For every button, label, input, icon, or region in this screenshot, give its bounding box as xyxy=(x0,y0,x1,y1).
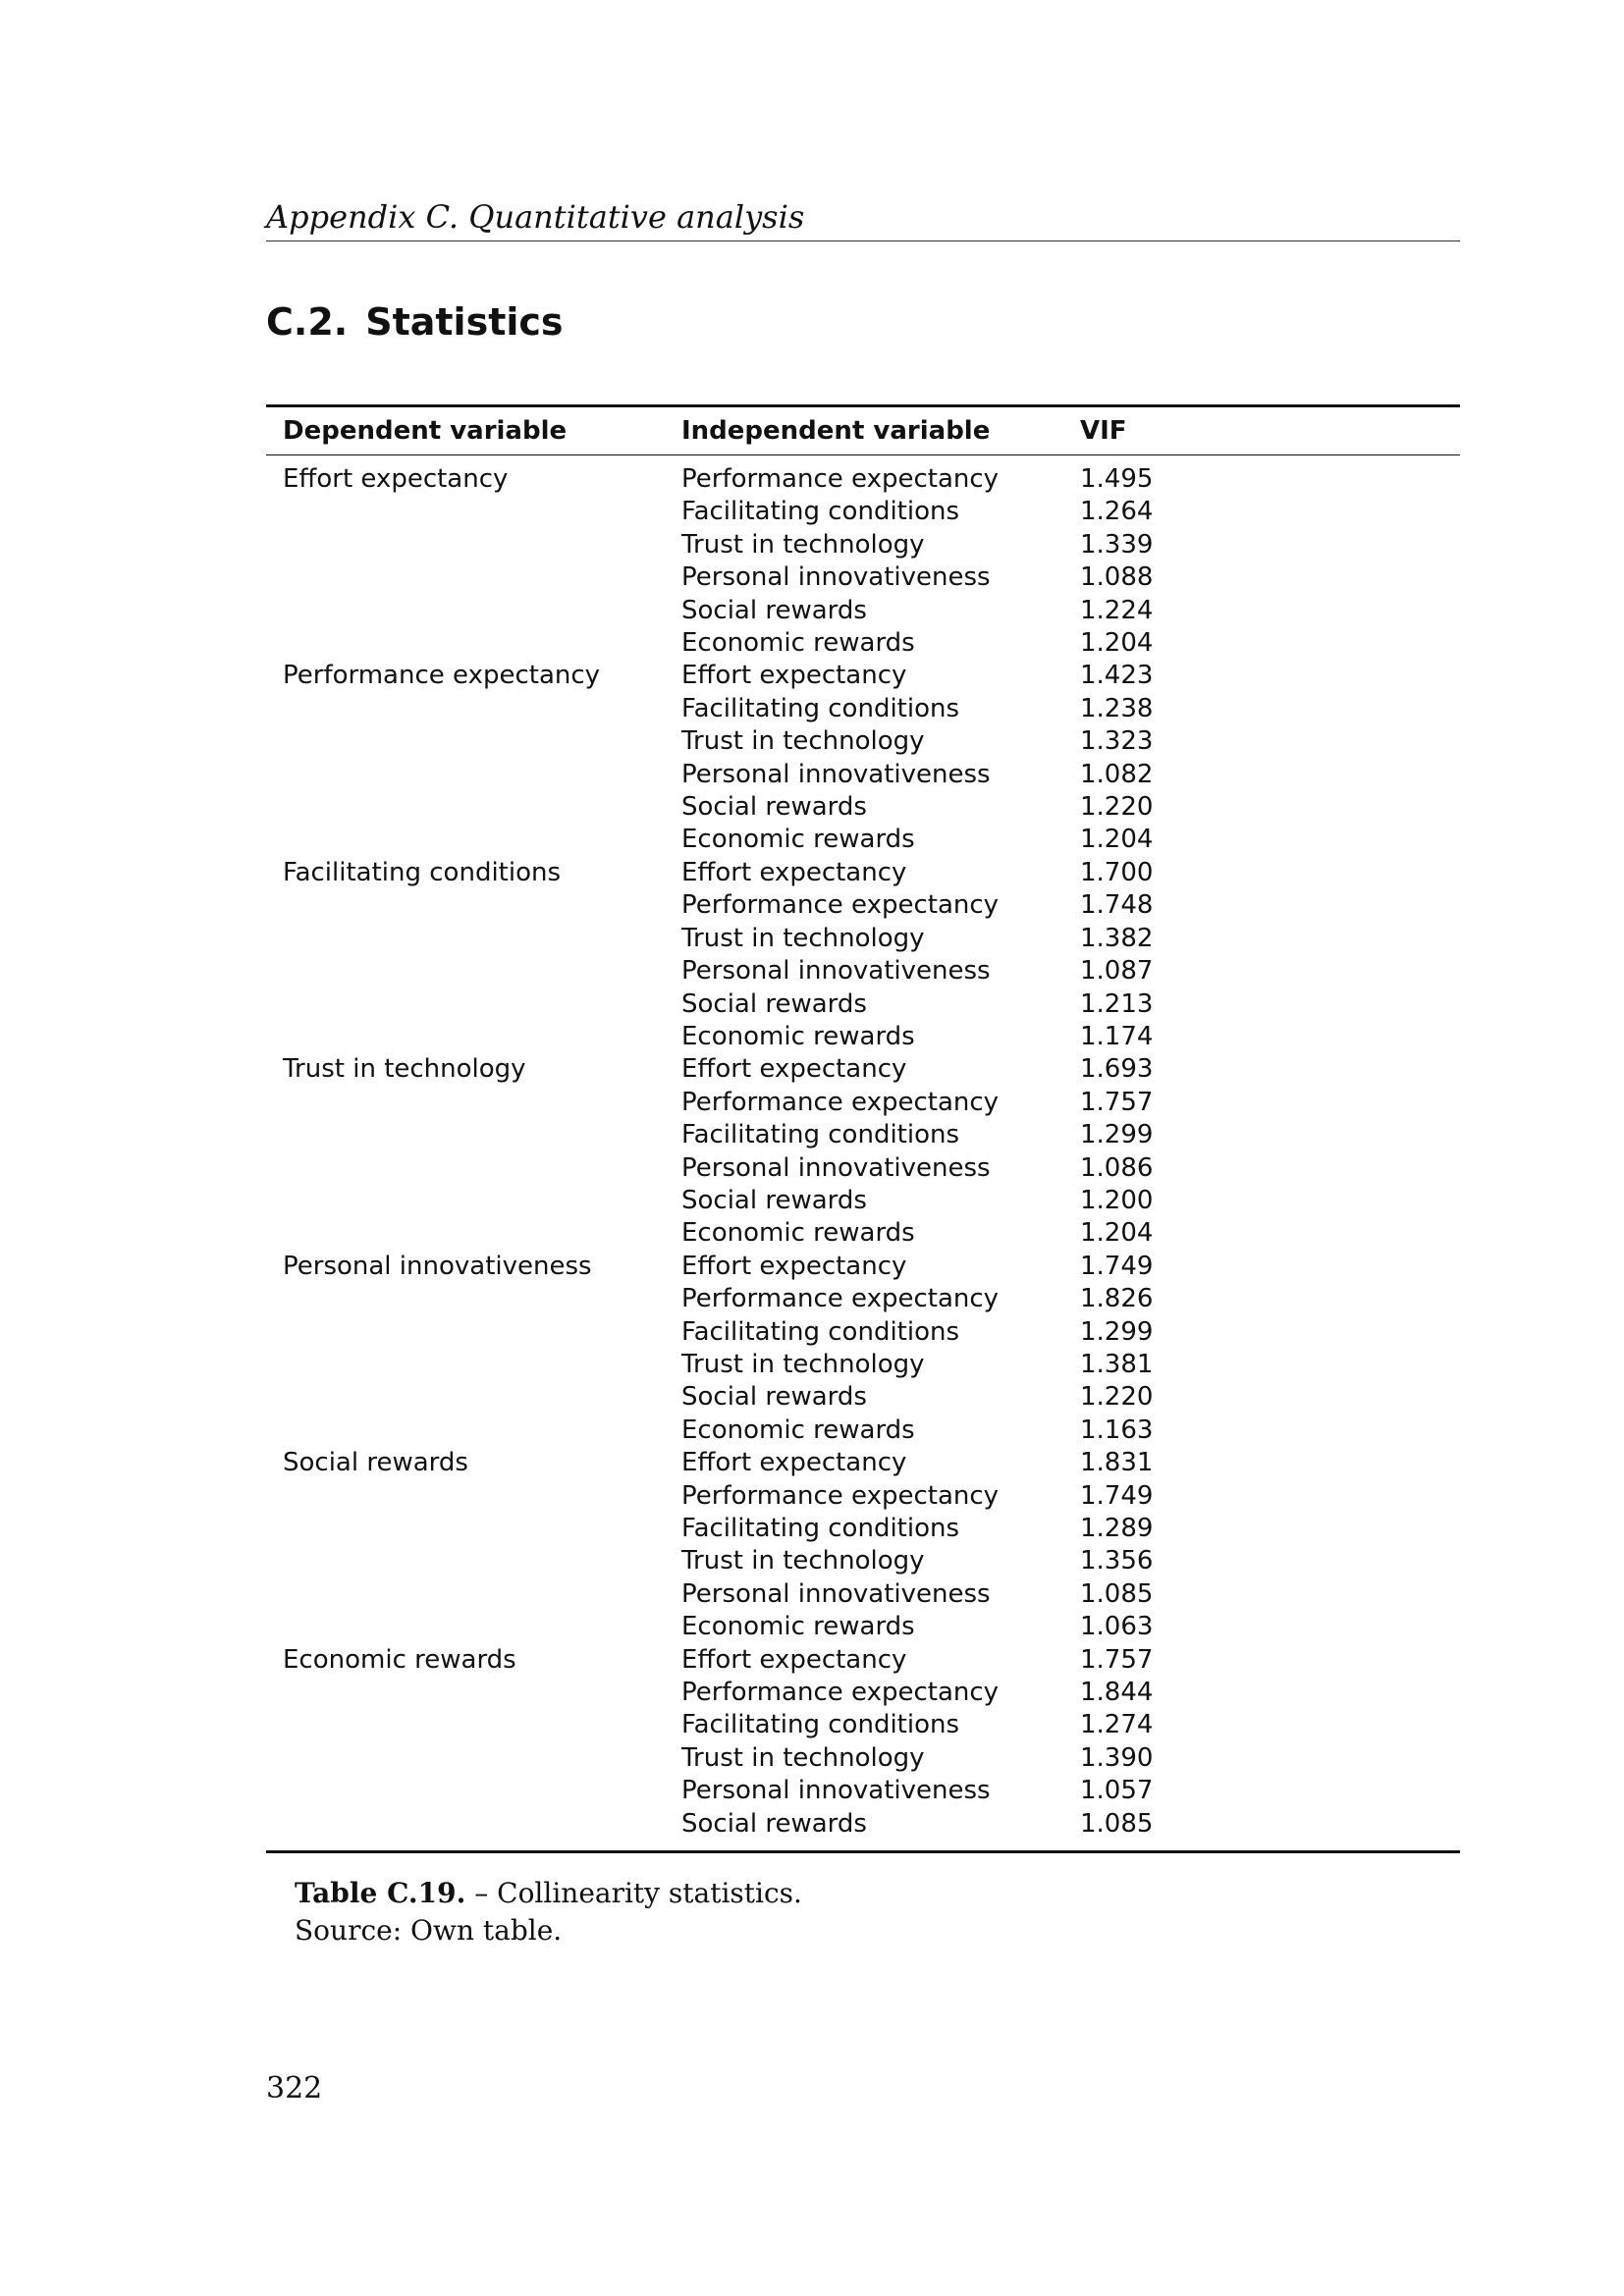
vif-cell: 1.757 xyxy=(1080,1087,1154,1117)
independent-variable-cell: Economic rewards xyxy=(681,825,915,855)
table-row xyxy=(266,1087,1460,1119)
vif-cell: 1.423 xyxy=(1080,661,1154,691)
table-row xyxy=(266,1545,1460,1577)
section-heading xyxy=(266,293,564,351)
independent-variable-cell: Personal innovativeness xyxy=(681,1578,991,1609)
dependent-variable-cell: Effort expectancy xyxy=(283,464,509,494)
vif-cell: 1.238 xyxy=(1080,693,1154,723)
dependent-variable-cell xyxy=(266,1677,665,1709)
vif-cell: 1.749 xyxy=(1080,1480,1154,1511)
dependent-variable-cell xyxy=(266,1775,665,1807)
vif-cell: 1.220 xyxy=(1080,1382,1154,1413)
vif-cell: 1.356 xyxy=(1080,1546,1154,1576)
dependent-variable-cell xyxy=(266,889,665,922)
table-row xyxy=(266,496,1460,528)
header-vif: VIF xyxy=(1063,406,1460,455)
dependent-variable-cell xyxy=(266,1283,665,1315)
dependent-variable-cell: Performance expectancy xyxy=(283,661,601,691)
independent-variable-cell: Social rewards xyxy=(681,988,867,1019)
table-row xyxy=(266,1709,1460,1741)
vif-cell: 1.224 xyxy=(1080,595,1154,625)
vif-cell: 1.204 xyxy=(1080,1218,1154,1249)
independent-variable-cell: Performance expectancy xyxy=(681,890,1000,921)
caption-label: Table C.19. xyxy=(295,1877,466,1909)
dependent-variable-cell xyxy=(266,1316,665,1349)
independent-variable-cell: Trust in technology xyxy=(681,529,925,560)
vif-cell: 1.757 xyxy=(1080,1644,1154,1675)
independent-variable-cell: Personal innovativeness xyxy=(681,956,991,987)
table-row xyxy=(266,463,1460,496)
vif-cell: 1.082 xyxy=(1080,759,1154,789)
independent-variable-cell: Facilitating conditions xyxy=(681,1316,960,1347)
vif-cell: 1.264 xyxy=(1080,497,1154,527)
dependent-variable-cell xyxy=(266,759,665,791)
independent-variable-cell: Social rewards xyxy=(681,595,867,625)
section-number: C.2. xyxy=(266,300,349,344)
dependent-variable-cell: Social rewards xyxy=(283,1448,468,1478)
table-row xyxy=(266,660,1460,692)
vif-cell: 1.204 xyxy=(1080,825,1154,855)
table-row xyxy=(266,1808,1460,1841)
dependent-variable-cell xyxy=(266,923,665,955)
independent-variable-cell: Economic rewards xyxy=(681,628,915,659)
table-row xyxy=(266,1053,1460,1086)
dependent-variable-cell xyxy=(266,1381,665,1414)
vif-cell: 1.200 xyxy=(1080,1185,1154,1215)
dependent-variable-cell: Economic rewards xyxy=(283,1644,516,1675)
table-caption xyxy=(295,1875,802,1949)
table-row xyxy=(266,1349,1460,1381)
independent-variable-cell: Social rewards xyxy=(681,1808,867,1839)
independent-variable-cell: Facilitating conditions xyxy=(681,1514,960,1543)
independent-variable-cell: Economic rewards xyxy=(681,1612,915,1642)
vif-cell: 1.204 xyxy=(1080,628,1154,659)
table-row xyxy=(266,824,1460,856)
independent-variable-cell: Personal innovativeness xyxy=(681,1152,991,1183)
dependent-variable-cell xyxy=(266,1087,665,1119)
dependent-variable-cell: Personal innovativeness xyxy=(283,1251,592,1281)
vif-cell: 1.495 xyxy=(1080,464,1154,494)
dependent-variable-cell xyxy=(266,1742,665,1775)
independent-variable-cell: Performance expectancy xyxy=(681,464,1000,494)
dependent-variable-cell: Facilitating conditions xyxy=(283,857,562,887)
dependent-variable-cell xyxy=(266,595,665,627)
dependent-variable-cell xyxy=(266,824,665,856)
vif-cell: 1.831 xyxy=(1080,1448,1154,1478)
table-row xyxy=(266,1415,1460,1447)
table-row xyxy=(266,693,1460,725)
vif-cell: 1.289 xyxy=(1080,1514,1154,1543)
table-row xyxy=(266,1578,1460,1611)
page-number: 322 xyxy=(266,2071,323,2106)
independent-variable-cell: Effort expectancy xyxy=(681,1644,907,1675)
dependent-variable-cell xyxy=(266,1578,665,1611)
collinearity-table xyxy=(266,404,1460,1853)
independent-variable-cell: Social rewards xyxy=(681,1185,867,1215)
independent-variable-cell: Economic rewards xyxy=(681,1218,915,1249)
independent-variable-cell: Trust in technology xyxy=(681,1546,925,1576)
table-row xyxy=(266,857,1460,889)
dependent-variable-cell xyxy=(266,627,665,660)
vif-cell: 1.748 xyxy=(1080,890,1154,921)
independent-variable-cell: Effort expectancy xyxy=(681,1448,907,1478)
table-row xyxy=(266,1381,1460,1414)
section-title: Statistics xyxy=(365,300,564,344)
vif-cell: 1.693 xyxy=(1080,1054,1154,1085)
vif-cell: 1.299 xyxy=(1080,1316,1154,1347)
table-row xyxy=(266,725,1460,758)
dependent-variable-cell xyxy=(266,1152,665,1185)
dependent-variable-cell xyxy=(266,1808,665,1841)
vif-cell: 1.085 xyxy=(1080,1808,1154,1839)
vif-cell: 1.220 xyxy=(1080,792,1154,823)
vif-cell: 1.339 xyxy=(1080,529,1154,560)
vif-cell: 1.088 xyxy=(1080,562,1154,593)
independent-variable-cell: Effort expectancy xyxy=(681,1251,907,1281)
independent-variable-cell: Facilitating conditions xyxy=(681,693,960,723)
table-row xyxy=(266,1480,1460,1513)
independent-variable-cell: Facilitating conditions xyxy=(681,1120,960,1150)
table-spacer-row xyxy=(266,455,1460,464)
dependent-variable-cell xyxy=(266,1709,665,1741)
table-row xyxy=(266,561,1460,594)
dependent-variable-cell xyxy=(266,529,665,561)
table-row xyxy=(266,1119,1460,1151)
table-row xyxy=(266,1217,1460,1250)
independent-variable-cell: Performance expectancy xyxy=(681,1480,1000,1511)
dependent-variable-cell xyxy=(266,988,665,1021)
dependent-variable-cell xyxy=(266,1217,665,1250)
independent-variable-cell: Facilitating conditions xyxy=(681,1710,960,1740)
vif-cell: 1.826 xyxy=(1080,1284,1154,1314)
table-row xyxy=(266,1316,1460,1349)
independent-variable-cell: Trust in technology xyxy=(681,1742,925,1773)
table-row xyxy=(266,1185,1460,1217)
independent-variable-cell: Personal innovativeness xyxy=(681,562,991,593)
table-row xyxy=(266,1677,1460,1709)
table-row xyxy=(266,1742,1460,1775)
dependent-variable-cell xyxy=(266,955,665,988)
independent-variable-cell: Trust in technology xyxy=(681,923,925,953)
header-independent-variable: Independent variable xyxy=(665,406,1063,455)
dependent-variable-cell xyxy=(266,693,665,725)
table-row xyxy=(266,1513,1460,1545)
vif-cell: 1.382 xyxy=(1080,923,1154,953)
independent-variable-cell: Performance expectancy xyxy=(681,1087,1000,1117)
independent-variable-cell: Trust in technology xyxy=(681,1349,925,1379)
vif-cell: 1.323 xyxy=(1080,726,1154,757)
dependent-variable-cell xyxy=(266,791,665,824)
collinearity-table-container xyxy=(266,404,1460,1853)
table-row xyxy=(266,889,1460,922)
table-row xyxy=(266,1152,1460,1185)
table-row xyxy=(266,529,1460,561)
independent-variable-cell: Effort expectancy xyxy=(681,857,907,887)
table-row xyxy=(266,988,1460,1021)
vif-cell: 1.274 xyxy=(1080,1710,1154,1740)
dependent-variable-cell xyxy=(266,1611,665,1643)
table-row xyxy=(266,627,1460,660)
table-row xyxy=(266,1283,1460,1315)
independent-variable-cell: Performance expectancy xyxy=(681,1678,1000,1708)
dependent-variable-cell xyxy=(266,496,665,528)
vif-cell: 1.086 xyxy=(1080,1152,1154,1183)
table-bottom-rule xyxy=(266,1841,1460,1852)
table-row xyxy=(266,1251,1460,1283)
table-body xyxy=(266,455,1460,1852)
independent-variable-cell: Social rewards xyxy=(681,792,867,823)
dependent-variable-cell xyxy=(266,1349,665,1381)
running-head: Appendix C. Quantitative analysis xyxy=(266,192,1460,241)
vif-cell: 1.057 xyxy=(1080,1776,1154,1806)
independent-variable-cell: Effort expectancy xyxy=(681,1054,907,1085)
vif-cell: 1.063 xyxy=(1080,1612,1154,1642)
dependent-variable-cell xyxy=(266,1513,665,1545)
table-row xyxy=(266,1775,1460,1807)
independent-variable-cell: Trust in technology xyxy=(681,726,925,757)
header-dependent-variable: Dependent variable xyxy=(266,406,665,455)
independent-variable-cell: Economic rewards xyxy=(681,1415,915,1445)
independent-variable-cell: Personal innovativeness xyxy=(681,759,991,789)
dependent-variable-cell xyxy=(266,1415,665,1447)
table-row xyxy=(266,1644,1460,1677)
independent-variable-cell: Effort expectancy xyxy=(681,661,907,691)
table-row xyxy=(266,1611,1460,1643)
caption-source: Source: Own table. xyxy=(295,1914,563,1947)
dependent-variable-cell xyxy=(266,561,665,594)
dependent-variable-cell xyxy=(266,1119,665,1151)
independent-variable-cell: Performance expectancy xyxy=(681,1284,1000,1314)
vif-cell: 1.213 xyxy=(1080,988,1154,1019)
vif-cell: 1.085 xyxy=(1080,1578,1154,1609)
table-row xyxy=(266,759,1460,791)
vif-cell: 1.381 xyxy=(1080,1349,1154,1379)
vif-cell: 1.749 xyxy=(1080,1251,1154,1281)
caption-text: – Collinearity statistics. xyxy=(465,1877,802,1909)
vif-cell: 1.087 xyxy=(1080,956,1154,987)
table-header-row xyxy=(266,406,1460,455)
dependent-variable-cell xyxy=(266,1545,665,1577)
independent-variable-cell: Facilitating conditions xyxy=(681,497,960,527)
independent-variable-cell: Social rewards xyxy=(681,1382,867,1413)
vif-cell: 1.174 xyxy=(1080,1021,1154,1051)
vif-cell: 1.163 xyxy=(1080,1415,1154,1445)
dependent-variable-cell xyxy=(266,1480,665,1513)
vif-cell: 1.390 xyxy=(1080,1742,1154,1773)
table-row xyxy=(266,791,1460,824)
dependent-variable-cell xyxy=(266,1185,665,1217)
independent-variable-cell: Personal innovativeness xyxy=(681,1776,991,1806)
table-row xyxy=(266,1021,1460,1053)
dependent-variable-cell xyxy=(266,725,665,758)
table-row xyxy=(266,1447,1460,1479)
vif-cell: 1.299 xyxy=(1080,1120,1154,1150)
dependent-variable-cell xyxy=(266,1021,665,1053)
table-row xyxy=(266,923,1460,955)
vif-cell: 1.700 xyxy=(1080,857,1154,887)
table-row xyxy=(266,595,1460,627)
vif-cell: 1.844 xyxy=(1080,1678,1154,1708)
independent-variable-cell: Economic rewards xyxy=(681,1021,915,1051)
dependent-variable-cell: Trust in technology xyxy=(283,1054,526,1085)
table-row xyxy=(266,955,1460,988)
